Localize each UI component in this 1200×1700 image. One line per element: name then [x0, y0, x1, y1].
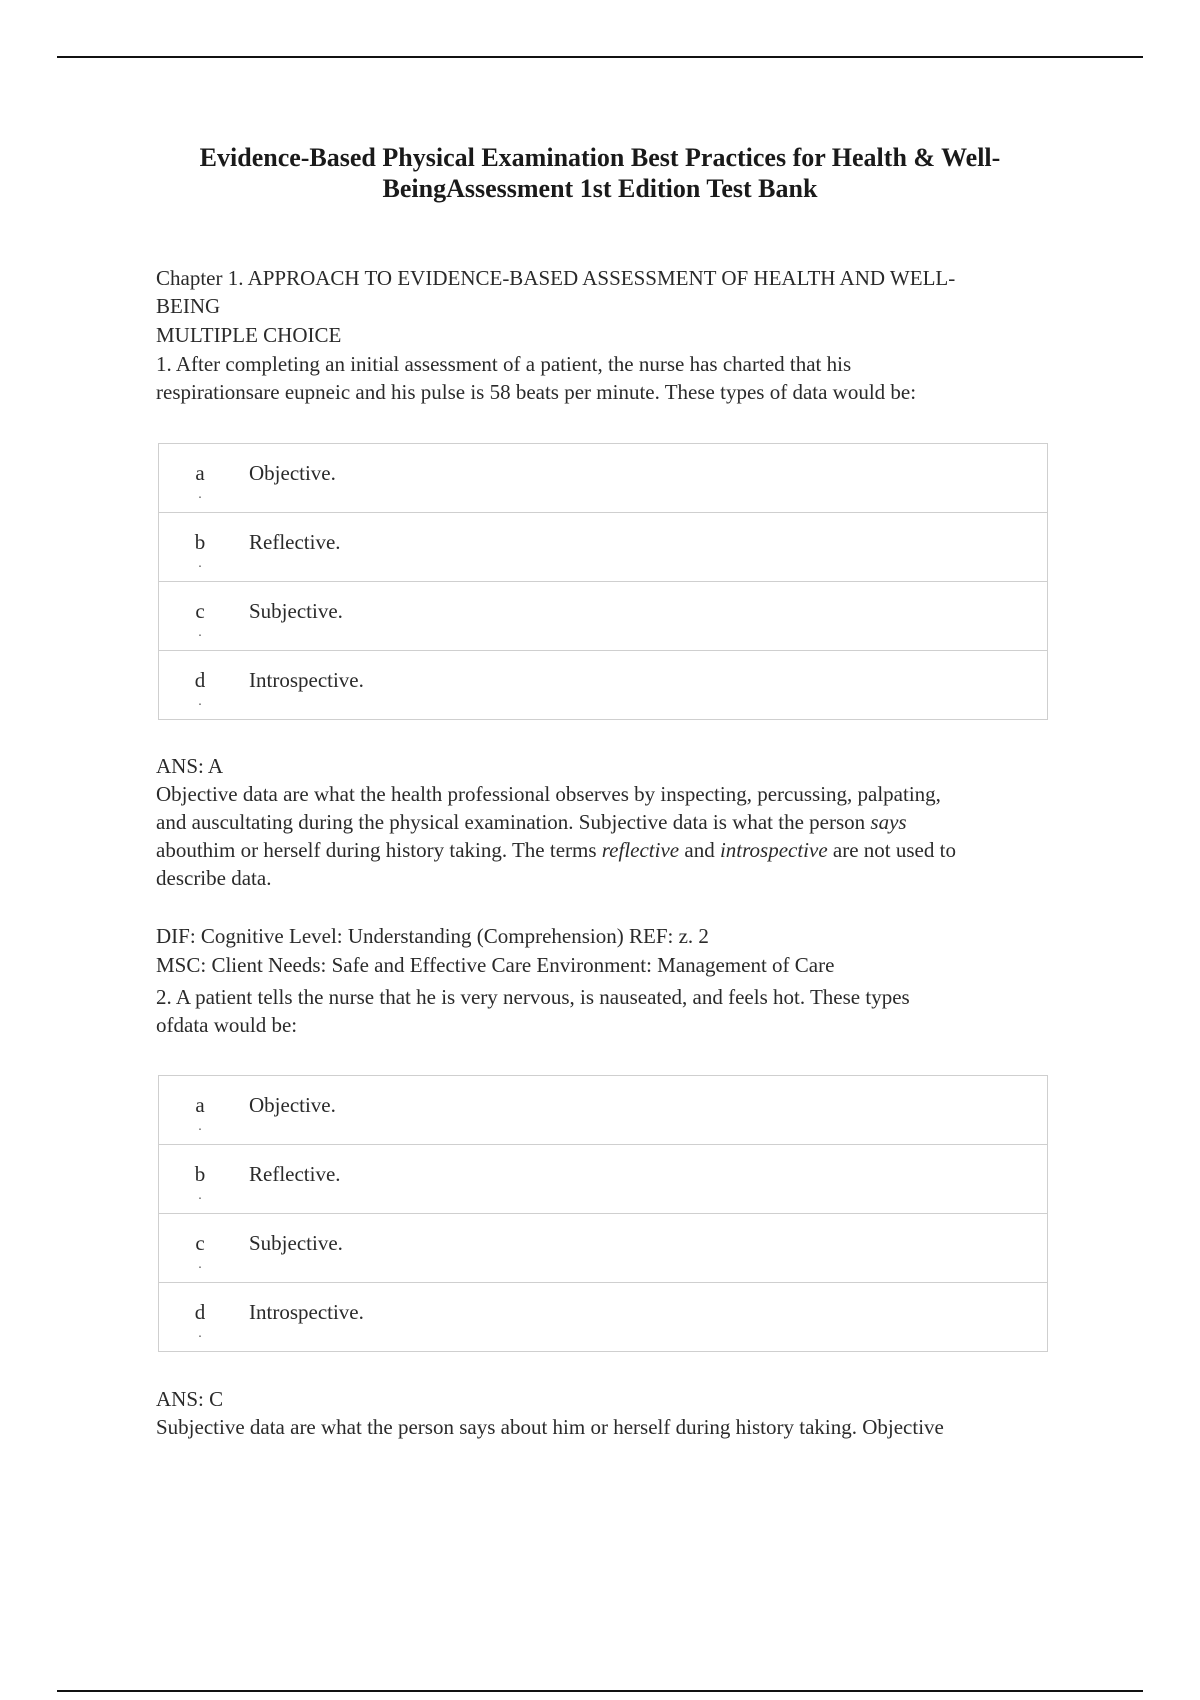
- question-1-meta: [156, 922, 1056, 980]
- option-row[interactable]: [159, 1283, 1048, 1352]
- meta-line: DIF: Cognitive Level: Understanding (Comprehension) REF: z. 2: [156, 924, 709, 948]
- option-row[interactable]: [159, 444, 1048, 513]
- option-text: Introspective.: [241, 1283, 1048, 1352]
- option-text: Objective.: [249, 461, 336, 485]
- question-2-options: [158, 1075, 1048, 1352]
- question-1-stem-line: respirationsare eupneic and his pulse is 58 beats per minute. These types of data would be:: [156, 380, 917, 404]
- option-row[interactable]: [159, 1145, 1048, 1214]
- option-row[interactable]: [159, 582, 1048, 651]
- option-letter: d .: [159, 1283, 242, 1352]
- option-row[interactable]: [159, 1214, 1048, 1283]
- question-2-answer: ANS: C: [156, 1387, 224, 1411]
- question-2-stem: [156, 983, 1056, 1039]
- option-text: Introspective.: [241, 651, 1048, 720]
- title-line-1: Evidence-Based Physical Examination Best Practices for Health & Well-: [199, 143, 1001, 172]
- option-letter: a .: [195, 1093, 205, 1134]
- option-row[interactable]: [159, 513, 1048, 582]
- document-title: [150, 142, 1050, 204]
- question-1-stem: [156, 350, 1056, 406]
- option-text: Reflective.: [241, 513, 1048, 582]
- rationale-line: and auscultating during the physical examination. Subjective data is what the person says: [156, 810, 907, 834]
- rationale-line: describe data.: [156, 866, 272, 890]
- question-1-answer: ANS: A: [156, 754, 224, 778]
- option-letter: d .: [159, 651, 242, 720]
- rationale-line: abouthim or herself during history taking. The terms reflective and introspective are not used to: [156, 838, 956, 862]
- header-rule: [57, 56, 1143, 58]
- chapter-line-2: BEING: [156, 294, 221, 318]
- rationale-line: Objective data are what the health professional observes by inspecting, percussing, palpating,: [156, 782, 941, 806]
- option-letter: b .: [159, 513, 242, 582]
- option-letter: a .: [195, 461, 205, 502]
- question-1-rationale: [156, 780, 1056, 892]
- option-letter: c .: [159, 582, 242, 651]
- option-text: Objective.: [249, 1093, 336, 1117]
- option-text: Subjective.: [241, 1214, 1048, 1283]
- option-row[interactable]: [159, 1076, 1048, 1145]
- question-1-stem-line: 1. After completing an initial assessment of a patient, the nurse has charted that his: [156, 352, 852, 376]
- option-row[interactable]: [159, 651, 1048, 720]
- question-2-stem-line: 2. A patient tells the nurse that he is very nervous, is nauseated, and feels hot. These types: [156, 985, 910, 1009]
- section-heading: MULTIPLE CHOICE: [156, 323, 342, 347]
- chapter-line-1: Chapter 1. APPROACH TO EVIDENCE-BASED ASSESSMENT OF HEALTH AND WELL-: [156, 266, 956, 290]
- meta-line: MSC: Client Needs: Safe and Effective Care Environment: Management of Care: [156, 953, 835, 977]
- option-text: Subjective.: [241, 582, 1048, 651]
- title-line-2: BeingAssessment 1st Edition Test Bank: [382, 174, 818, 203]
- option-letter: b .: [159, 1145, 242, 1214]
- option-text: Reflective.: [241, 1145, 1048, 1214]
- question-1-options: [158, 443, 1048, 720]
- question-2-stem-line: ofdata would be:: [156, 1013, 298, 1037]
- option-letter: c .: [159, 1214, 242, 1283]
- footer-rule: [57, 1690, 1143, 1692]
- question-2-rationale: Subjective data are what the person says about him or herself during history taking. Objective: [156, 1415, 944, 1439]
- chapter-heading: [156, 264, 1056, 320]
